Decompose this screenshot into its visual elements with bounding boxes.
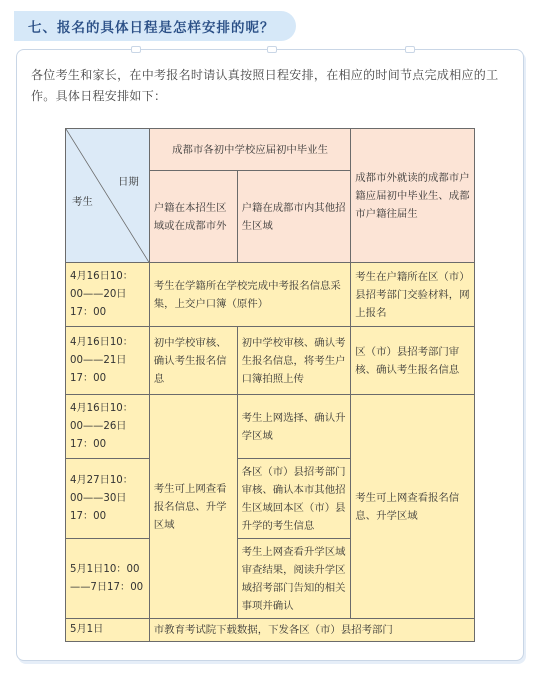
row2-col3: 区（市）县招考部门审核、确认考生报名信息 [351, 327, 475, 395]
rows345-c1: 考生可上网查看报名信息、升学区域 [149, 395, 237, 619]
row5-date: 5月1日10：00——7日17：00 [66, 539, 150, 619]
header-date-label: 日期 [118, 176, 139, 188]
row1-merged-cell: 考生在学籍所在学校完成中考报名信息采集，上交户口簿（原件） [149, 263, 351, 327]
row6-text: 市教育考试院下载数据，下发各区（市）县招考部门 [149, 619, 474, 642]
row4-date: 4月27日10：00——30日17：00 [66, 459, 150, 539]
intro-paragraph: 各位考生和家长，在中考报名时请认真按照日程安排，在相应的时间节点完成相应的工作。具体日程安排如下： [31, 68, 499, 103]
section-title-tab [14, 11, 296, 41]
rows345-col3: 考生可上网查看报名信息、升学区域 [351, 395, 475, 619]
card-notch [405, 46, 415, 53]
header-student-label: 考生 [72, 196, 93, 208]
row3-c2: 考生上网选择、确认升学区域 [237, 395, 351, 459]
header-col3: 成都市外就读的成都市户籍应届初中毕业生、成都市户籍往届生 [351, 129, 475, 263]
row5-c2: 考生上网查看升学区域审查结果，阅读升学区域招考部门告知的相关事项并确认 [237, 539, 351, 619]
row2-date: 4月16日10：00——21日17：00 [66, 327, 150, 395]
schedule-table [65, 128, 475, 642]
header-corner-cell [66, 129, 150, 263]
header-sub1: 户籍在本招生区域或在成都市外 [149, 171, 237, 263]
row2-c1: 初中学校审核、确认考生报名信息 [149, 327, 237, 395]
row3-date: 4月16日10：00——26日17：00 [66, 395, 150, 459]
card-notch [267, 46, 277, 53]
row4-c2: 各区（市）县招考部门审核、确认本市其他招生区域回本区（市）县升学的考生信息 [237, 459, 351, 539]
row6-date: 5月1日 [66, 619, 150, 642]
header-group-main: 成都市各初中学校应届初中毕业生 [149, 129, 351, 171]
section-title: 七、报名的具体日程是怎样安排的呢？ [28, 20, 275, 36]
row1-col3: 考生在户籍所在区（市）县招考部门交验材料，网上报名 [351, 263, 475, 327]
header-sub2: 户籍在成都市内其他招生区域 [237, 171, 351, 263]
row1-date: 4月16日10：00——20日17：00 [66, 263, 150, 327]
row2-c2: 初中学校审核、确认考生报名信息，将考生户口簿拍照上传 [237, 327, 351, 395]
content-card [16, 49, 524, 661]
card-notch [131, 46, 141, 53]
